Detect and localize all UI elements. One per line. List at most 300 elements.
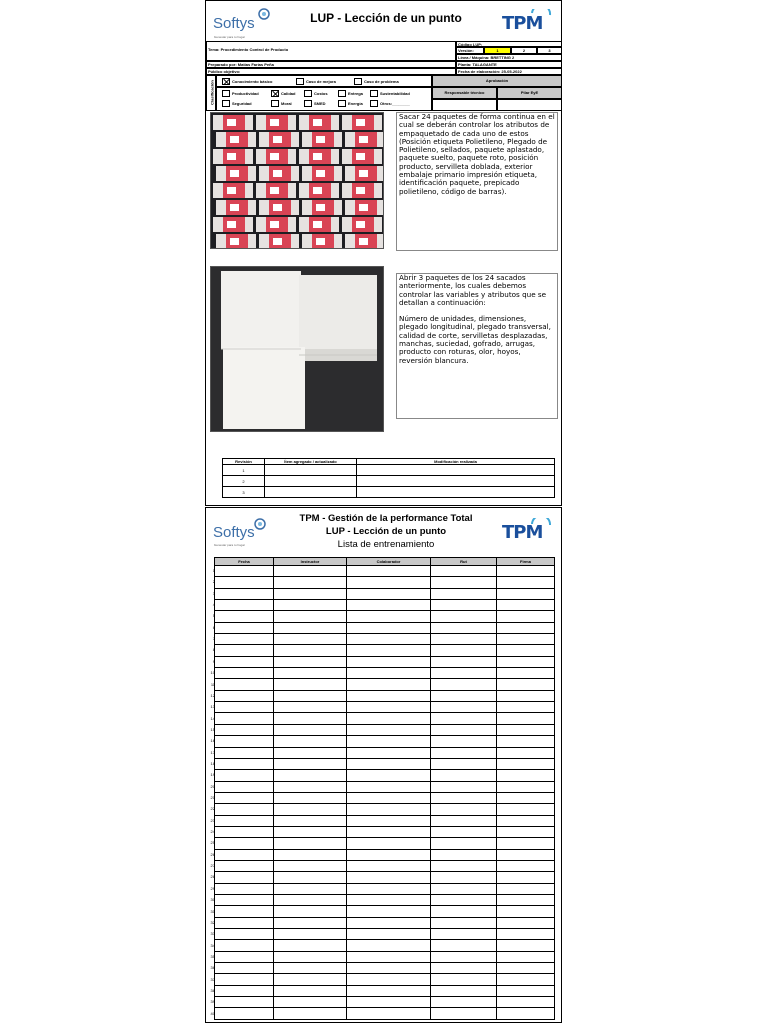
training-cell[interactable] (215, 600, 274, 611)
row-number: 14 (210, 715, 215, 721)
training-cell[interactable] (215, 872, 274, 883)
training-cell[interactable] (215, 634, 274, 645)
training-cell[interactable] (347, 860, 431, 871)
training-cell[interactable] (497, 690, 555, 701)
checkbox-caso-problema[interactable] (354, 78, 362, 85)
training-cell[interactable] (215, 849, 274, 860)
table-row (215, 645, 555, 656)
training-cell[interactable] (274, 838, 347, 849)
training-cell[interactable] (274, 906, 347, 917)
training-cell[interactable] (497, 577, 555, 588)
training-cell[interactable] (497, 645, 555, 656)
training-cell[interactable] (347, 815, 431, 826)
training-cell[interactable] (431, 804, 497, 815)
row-number: 28 (210, 874, 215, 880)
training-cell[interactable] (274, 951, 347, 962)
training-cell[interactable] (274, 792, 347, 803)
training-cell[interactable] (431, 600, 497, 611)
training-cell[interactable] (274, 679, 347, 690)
training-cell[interactable] (215, 815, 274, 826)
checkbox-otros[interactable] (370, 100, 378, 107)
training-cell[interactable] (347, 656, 431, 667)
training-cell[interactable] (497, 929, 555, 940)
row-number: 8 (212, 647, 215, 653)
training-cell[interactable] (215, 860, 274, 871)
table-row (215, 736, 555, 747)
training-cell[interactable] (274, 634, 347, 645)
training-cell[interactable] (431, 906, 497, 917)
training-cell[interactable] (497, 963, 555, 974)
training-cell[interactable] (347, 997, 431, 1008)
training-cell[interactable] (431, 770, 497, 781)
barcode (359, 204, 368, 211)
clasificacion-box (206, 75, 216, 111)
training-cell[interactable] (274, 860, 347, 871)
training-cell[interactable] (497, 894, 555, 905)
training-cell[interactable] (274, 997, 347, 1008)
training-cell[interactable] (274, 963, 347, 974)
training-cell[interactable] (347, 792, 431, 803)
row-number: 23 (210, 817, 215, 823)
training-cell[interactable] (274, 736, 347, 747)
training-cell[interactable] (431, 883, 497, 894)
pilar-sign[interactable] (497, 99, 562, 111)
training-cell[interactable] (347, 724, 431, 735)
version-label: Versión: (456, 47, 484, 54)
checkbox-productividad[interactable] (222, 90, 230, 97)
training-cell[interactable] (497, 951, 555, 962)
training-cell[interactable] (215, 804, 274, 815)
training-cell[interactable] (431, 997, 497, 1008)
barcode (313, 153, 322, 160)
barcode (270, 153, 279, 160)
training-cell[interactable] (431, 668, 497, 679)
training-cell[interactable] (497, 804, 555, 815)
table-row (215, 679, 555, 690)
training-cell[interactable] (497, 872, 555, 883)
barcode (356, 187, 365, 194)
training-cell[interactable] (431, 974, 497, 985)
table-row (215, 917, 555, 928)
training-cell[interactable] (497, 679, 555, 690)
checkbox-label: Costos (314, 91, 328, 96)
training-cell[interactable] (347, 770, 431, 781)
table-row (215, 656, 555, 667)
training-cell[interactable] (347, 917, 431, 928)
training-cell[interactable] (347, 826, 431, 837)
training-cell[interactable] (215, 963, 274, 974)
training-cell[interactable] (347, 747, 431, 758)
training-cell[interactable] (215, 566, 274, 577)
training-cell[interactable] (431, 963, 497, 974)
training-cell[interactable] (497, 849, 555, 860)
training-cell[interactable] (497, 713, 555, 724)
training-cell[interactable] (431, 792, 497, 803)
training-cell[interactable] (215, 690, 274, 701)
training-cell[interactable] (274, 622, 347, 633)
barcode (359, 238, 368, 245)
training-cell[interactable] (215, 985, 274, 996)
row-number: 40 (210, 1010, 215, 1016)
training-cell[interactable] (215, 645, 274, 656)
table-row (215, 974, 555, 985)
training-cell[interactable] (497, 634, 555, 645)
checkbox-seguridad[interactable] (222, 100, 230, 107)
training-cell[interactable] (431, 656, 497, 667)
table-row (215, 792, 555, 803)
training-cell[interactable] (347, 906, 431, 917)
training-cell[interactable] (274, 781, 347, 792)
training-cell[interactable] (431, 985, 497, 996)
training-cell[interactable] (497, 622, 555, 633)
training-cell[interactable] (274, 1008, 347, 1019)
training-cell[interactable] (431, 758, 497, 769)
col-colaborador: Colaborador (347, 558, 431, 566)
training-cell[interactable] (347, 736, 431, 747)
training-cell[interactable] (274, 713, 347, 724)
revision-table (222, 458, 555, 498)
training-cell[interactable] (347, 963, 431, 974)
training-cell[interactable] (215, 792, 274, 803)
training-cell[interactable] (431, 860, 497, 871)
table-row (215, 940, 555, 951)
table-row (215, 849, 555, 860)
table-row (215, 758, 555, 769)
training-cell[interactable] (347, 645, 431, 656)
aprobacion-header: Aprobación (432, 75, 562, 87)
pilar-header: Pilar EyE (497, 87, 562, 99)
training-cell[interactable] (347, 940, 431, 951)
training-cell[interactable] (431, 622, 497, 633)
training-cell[interactable] (497, 974, 555, 985)
packages-photo-image (211, 113, 384, 249)
rev-mod-cell[interactable] (357, 476, 555, 487)
training-cell[interactable] (274, 872, 347, 883)
training-cell[interactable] (215, 940, 274, 951)
training-cell[interactable] (497, 826, 555, 837)
checkbox-smed[interactable] (304, 100, 312, 107)
training-cell[interactable] (215, 668, 274, 679)
col-rut: Rut (431, 558, 497, 566)
training-cell[interactable] (497, 724, 555, 735)
training-cell[interactable] (347, 781, 431, 792)
training-cell[interactable] (274, 566, 347, 577)
training-cell[interactable] (274, 849, 347, 860)
training-cell[interactable] (347, 702, 431, 713)
table-row (215, 588, 555, 599)
training-cell[interactable] (215, 781, 274, 792)
training-cell[interactable] (347, 566, 431, 577)
rev-header-revision: Revisión (223, 459, 265, 465)
training-cell[interactable] (274, 917, 347, 928)
checkbox-costos[interactable] (304, 90, 312, 97)
checkbox-label: Energía (348, 101, 363, 106)
rev-header-item: Ítem agregado / actualizado (265, 459, 357, 465)
training-cell[interactable] (431, 611, 497, 622)
napkins-photo (210, 266, 384, 432)
fecha-field: Fecha de elaboración: 25-05-2022 (456, 68, 562, 75)
rev-mod-cell[interactable] (357, 487, 555, 498)
training-cell[interactable] (274, 668, 347, 679)
linea-field: Línea / Máquina: BRETTING 2 (456, 54, 562, 61)
training-cell[interactable] (431, 566, 497, 577)
training-cell[interactable] (497, 588, 555, 599)
training-cell[interactable] (497, 792, 555, 803)
training-cell[interactable] (347, 985, 431, 996)
training-cell[interactable] (274, 656, 347, 667)
training-cell[interactable] (215, 838, 274, 849)
checkbox-conocimiento[interactable] (222, 78, 230, 85)
training-cell[interactable] (431, 815, 497, 826)
training-cell[interactable] (431, 679, 497, 690)
training-cell[interactable] (274, 826, 347, 837)
checkbox-label: Productividad (232, 91, 259, 96)
training-cell[interactable] (497, 600, 555, 611)
training-cell[interactable] (274, 758, 347, 769)
row-number: 1 (212, 568, 215, 573)
rev-item-cell[interactable] (265, 476, 357, 487)
training-cell[interactable] (274, 815, 347, 826)
training-cell[interactable] (497, 611, 555, 622)
training-cell[interactable] (347, 713, 431, 724)
training-cell[interactable] (274, 929, 347, 940)
training-cell[interactable] (431, 838, 497, 849)
training-cell[interactable] (274, 747, 347, 758)
table-row (215, 770, 555, 781)
training-cell[interactable] (347, 883, 431, 894)
rev-item-cell[interactable] (265, 487, 357, 498)
training-cell[interactable] (347, 849, 431, 860)
training-cell[interactable] (274, 974, 347, 985)
table-row (215, 634, 555, 645)
row-number: 2 (212, 579, 215, 585)
publico-field: Público objetivo: (206, 68, 456, 75)
training-cell[interactable] (274, 724, 347, 735)
training-cell[interactable] (497, 985, 555, 996)
row-number: 20 (210, 783, 215, 789)
training-cell[interactable] (215, 577, 274, 588)
barcode (270, 187, 279, 194)
table-row (215, 804, 555, 815)
training-cell[interactable] (431, 634, 497, 645)
training-cell[interactable] (347, 588, 431, 599)
training-cell[interactable] (497, 815, 555, 826)
table-row (215, 577, 555, 588)
training-cell[interactable] (274, 940, 347, 951)
training-cell[interactable] (431, 951, 497, 962)
training-cell[interactable] (347, 951, 431, 962)
training-cell[interactable] (215, 736, 274, 747)
training-cell[interactable] (497, 668, 555, 679)
rev-item-cell[interactable] (265, 465, 357, 476)
training-cell[interactable] (497, 566, 555, 577)
table-row (223, 476, 555, 487)
rev-number: 3 (223, 487, 265, 498)
training-cell[interactable] (215, 747, 274, 758)
training-cell[interactable] (347, 634, 431, 645)
training-cell[interactable] (431, 713, 497, 724)
training-cell[interactable] (431, 702, 497, 713)
barcode (273, 136, 282, 143)
checkbox-moral[interactable] (271, 100, 279, 107)
rev-mod-cell[interactable] (357, 465, 555, 476)
training-cell[interactable] (497, 747, 555, 758)
training-cell[interactable] (431, 872, 497, 883)
checkbox-sustentabilidad[interactable] (370, 90, 378, 97)
training-cell[interactable] (347, 690, 431, 701)
table-row (215, 622, 555, 633)
checkbox-caso-mejora[interactable] (296, 78, 304, 85)
training-cell[interactable] (497, 702, 555, 713)
training-cell[interactable] (347, 611, 431, 622)
training-cell[interactable] (215, 679, 274, 690)
row-number: 13 (210, 704, 215, 710)
training-cell[interactable] (431, 826, 497, 837)
training-cell[interactable] (347, 872, 431, 883)
training-cell[interactable] (215, 656, 274, 667)
training-cell[interactable] (215, 758, 274, 769)
row-number: 38 (210, 987, 215, 993)
row-number: 26 (210, 851, 215, 857)
training-cell[interactable] (497, 1008, 555, 1019)
table-row (215, 883, 555, 894)
training-cell[interactable] (497, 883, 555, 894)
training-cell[interactable] (431, 929, 497, 940)
checkbox-calidad[interactable] (271, 90, 279, 97)
training-cell[interactable] (274, 645, 347, 656)
training-cell[interactable] (431, 849, 497, 860)
training-cell[interactable] (274, 894, 347, 905)
training-cell[interactable] (497, 770, 555, 781)
training-cell[interactable] (215, 702, 274, 713)
training-cell[interactable] (215, 826, 274, 837)
training-cell[interactable] (431, 747, 497, 758)
training-cell[interactable] (215, 906, 274, 917)
checkbox-entrega[interactable] (338, 90, 346, 97)
row-number: 19 (210, 772, 215, 778)
clasificacion-label: Clasificación (209, 80, 215, 105)
training-cell[interactable] (215, 1008, 274, 1019)
training-cell[interactable] (497, 917, 555, 928)
checkbox-energia[interactable] (338, 100, 346, 107)
training-cell[interactable] (497, 860, 555, 871)
training-cell[interactable] (347, 577, 431, 588)
responsable-header: Responsable técnico (432, 87, 497, 99)
training-cell[interactable] (497, 838, 555, 849)
instruction-text-1: Sacar 24 paquetes de forma continua en el cual se deberán controlar los atributos de empaquetado de cada uno de estos (Posición etiqueta Polietileno, Plegado de Polietileno, sellados, paquete aplastado, paquete suelto, paquete roto, posición producto, servilleta doblada, exterior embalaje primario impresión etiqueta, identificación paquete, prepicado polietileno, código de barras). (396, 112, 558, 251)
training-cell[interactable] (215, 588, 274, 599)
training-cell[interactable] (347, 600, 431, 611)
training-cell[interactable] (215, 997, 274, 1008)
barcode (313, 221, 322, 228)
training-cell[interactable] (431, 724, 497, 735)
training-title-1: TPM - Gestión de la performance Total (299, 513, 473, 524)
training-cell[interactable] (274, 577, 347, 588)
training-cell[interactable] (215, 883, 274, 894)
training-cell[interactable] (347, 974, 431, 985)
training-cell[interactable] (431, 1008, 497, 1019)
training-cell[interactable] (497, 781, 555, 792)
instruction-text-2b: Número de unidades, dimensiones, plegado longitudinal, plegado transversal, calidad de corte, servilletas desplazadas, manchas, suciedad, gofrado, arrugas, producto con roturas, olor, hoyos, reversión blancura. (399, 314, 551, 365)
training-cell[interactable] (215, 724, 274, 735)
training-cell[interactable] (431, 736, 497, 747)
training-cell[interactable] (274, 588, 347, 599)
training-cell[interactable] (274, 690, 347, 701)
training-cell[interactable] (347, 1008, 431, 1019)
table-row (215, 963, 555, 974)
barcode (356, 221, 365, 228)
training-cell[interactable] (347, 679, 431, 690)
training-cell[interactable] (431, 917, 497, 928)
training-cell[interactable] (215, 622, 274, 633)
training-cell[interactable] (347, 804, 431, 815)
page-title: LUP - Lección de un punto (310, 11, 462, 25)
training-cell[interactable] (274, 600, 347, 611)
checkbox-label: Sustentabilidad (380, 91, 410, 96)
training-title-block (276, 513, 496, 551)
table-row (215, 826, 555, 837)
training-cell[interactable] (274, 985, 347, 996)
training-cell[interactable] (431, 645, 497, 656)
table-row (215, 929, 555, 940)
training-cell[interactable] (431, 894, 497, 905)
training-cell[interactable] (274, 611, 347, 622)
training-cell[interactable] (215, 713, 274, 724)
training-cell[interactable] (431, 940, 497, 951)
table-row (215, 611, 555, 622)
training-cell[interactable] (347, 894, 431, 905)
training-cell[interactable] (431, 690, 497, 701)
training-cell[interactable] (497, 940, 555, 951)
training-cell[interactable] (497, 997, 555, 1008)
training-cell[interactable] (497, 906, 555, 917)
training-cell[interactable] (274, 770, 347, 781)
napkins-photo-image (211, 267, 384, 432)
training-cell[interactable] (215, 770, 274, 781)
training-cell[interactable] (215, 611, 274, 622)
training-cell[interactable] (497, 656, 555, 667)
training-cell[interactable] (215, 894, 274, 905)
training-cell[interactable] (274, 883, 347, 894)
training-cell[interactable] (215, 917, 274, 928)
training-cell[interactable] (274, 702, 347, 713)
row-number: 5 (212, 613, 215, 619)
row-number: 34 (210, 942, 215, 948)
table-row (215, 702, 555, 713)
barcode (270, 221, 279, 228)
responsable-sign[interactable] (432, 99, 497, 111)
training-cell[interactable] (215, 929, 274, 940)
training-cell[interactable] (347, 668, 431, 679)
training-cell[interactable] (347, 758, 431, 769)
training-cell[interactable] (431, 781, 497, 792)
training-cell[interactable] (347, 929, 431, 940)
training-cell[interactable] (347, 838, 431, 849)
row-number: 9 (212, 658, 215, 664)
training-cell[interactable] (215, 951, 274, 962)
instruction-text-2a: Abrir 3 paquetes de los 24 sacados anteriormente, los cuales debemos controlar las variables y atributos que se detallan a continuación: (399, 273, 547, 307)
training-cell[interactable] (497, 736, 555, 747)
row-number: 4 (212, 602, 215, 608)
training-cell[interactable] (347, 622, 431, 633)
training-cell[interactable] (431, 577, 497, 588)
training-title-2: LUP - Lección de un punto (325, 526, 447, 537)
training-cell[interactable] (431, 588, 497, 599)
training-cell[interactable] (274, 804, 347, 815)
barcode (313, 119, 322, 126)
training-cell[interactable] (497, 758, 555, 769)
training-cell[interactable] (215, 974, 274, 985)
